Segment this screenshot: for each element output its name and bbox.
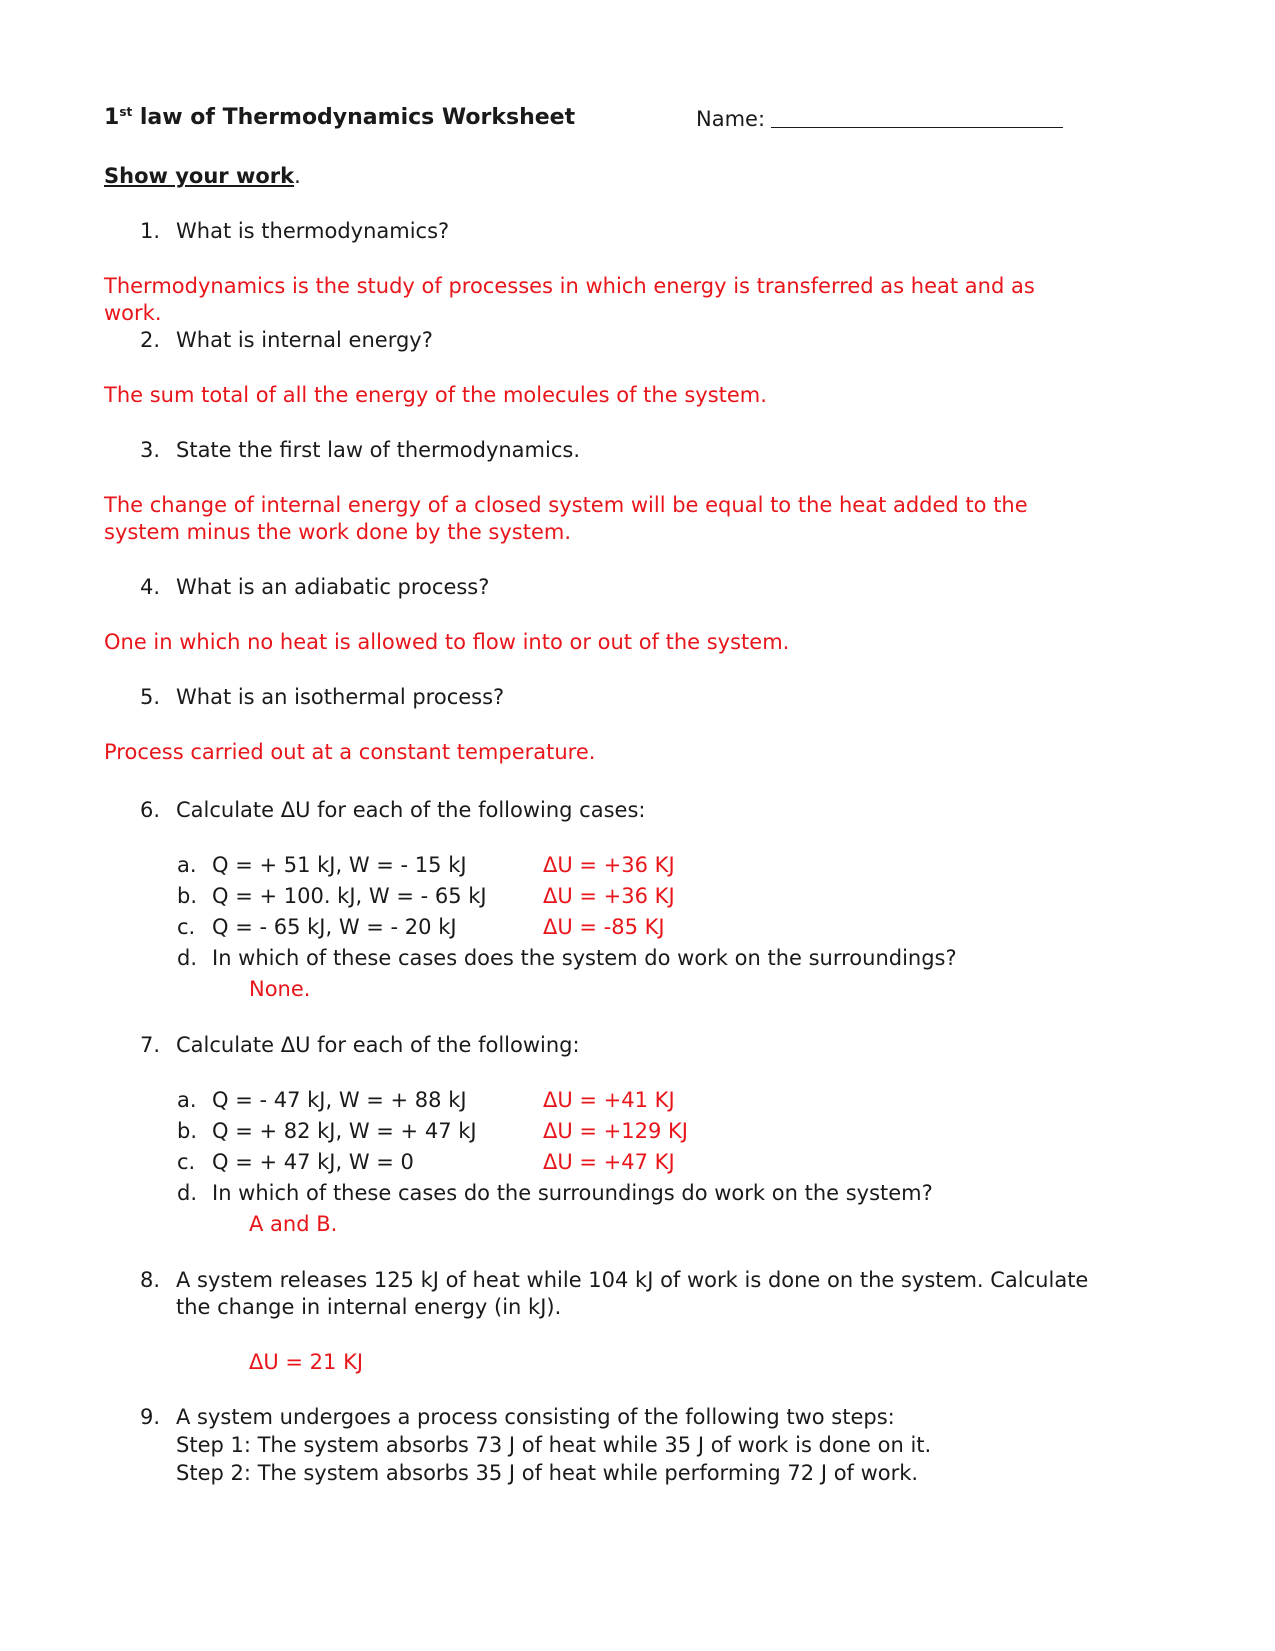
question-1: 1. What is thermodynamics? (140, 219, 450, 243)
question-6b: b. Q = + 100. kJ, W = - 65 kJ (177, 884, 487, 908)
answer-5: Process carried out at a constant temperature. (104, 740, 596, 764)
answer-6a: ΔU = +36 KJ (543, 853, 675, 877)
question-9: 9. A system undergoes a process consisting of the following two steps: (140, 1405, 895, 1429)
answer-6b: ΔU = +36 KJ (543, 884, 675, 908)
question-7: 7. Calculate ΔU for each of the following: (140, 1033, 580, 1057)
question-3: 3. State the first law of thermodynamics. (140, 438, 581, 462)
answer-1-line2: work. (104, 301, 162, 325)
question-4: 4. What is an adiabatic process? (140, 575, 490, 599)
answer-6c: ΔU = -85 KJ (543, 915, 665, 939)
question-2: 2. What is internal energy? (140, 328, 433, 352)
answer-6d: None. (249, 977, 311, 1001)
question-6a: a. Q = + 51 kJ, W = - 15 kJ (177, 853, 467, 877)
question-6: 6. Calculate ΔU for each of the following cases: (140, 798, 646, 822)
answer-8: ΔU = 21 KJ (249, 1350, 364, 1374)
worksheet-title: 1st law of Thermodynamics Worksheet (104, 105, 576, 130)
answer-2: The sum total of all the energy of the molecules of the system. (104, 383, 767, 407)
answer-3-line1: The change of internal energy of a closed system will be equal to the heat added to the (104, 493, 1028, 517)
instructions: Show your work. (104, 164, 301, 188)
name-label: Name: (696, 107, 766, 131)
question-9-step2: Step 2: The system absorbs 35 J of heat while performing 72 J of work. (176, 1461, 919, 1485)
answer-4: One in which no heat is allowed to flow into or out of the system. (104, 630, 790, 654)
question-6d: d. In which of these cases does the system do work on the surroundings? (177, 946, 957, 970)
answer-1-line1: Thermodynamics is the study of processes in which energy is transferred as heat and as (104, 274, 1035, 298)
question-8-line2: the change in internal energy (in kJ). (176, 1295, 562, 1319)
question-9-step1: Step 1: The system absorbs 73 J of heat while 35 J of work is done on it. (176, 1433, 932, 1457)
name-field (696, 106, 1063, 132)
question-5: 5. What is an isothermal process? (140, 685, 505, 709)
question-7a: a. Q = - 47 kJ, W = + 88 kJ (177, 1088, 467, 1112)
answer-3-line2: system minus the work done by the system. (104, 520, 572, 544)
answer-7b: ΔU = +129 KJ (543, 1119, 689, 1143)
question-7b: b. Q = + 82 kJ, W = + 47 kJ (177, 1119, 477, 1143)
name-blank-line (771, 107, 1063, 128)
answer-7d: A and B. (249, 1212, 338, 1236)
question-7d: d. In which of these cases do the surroundings do work on the system? (177, 1181, 933, 1205)
question-8: 8. A system releases 125 kJ of heat while 104 kJ of work is done on the system. Calculate (140, 1268, 1089, 1292)
answer-7a: ΔU = +41 KJ (543, 1088, 675, 1112)
answer-7c: ΔU = +47 KJ (543, 1150, 675, 1174)
question-6c: c. Q = - 65 kJ, W = - 20 kJ (177, 915, 457, 939)
question-7c: c. Q = + 47 kJ, W = 0 (177, 1150, 414, 1174)
